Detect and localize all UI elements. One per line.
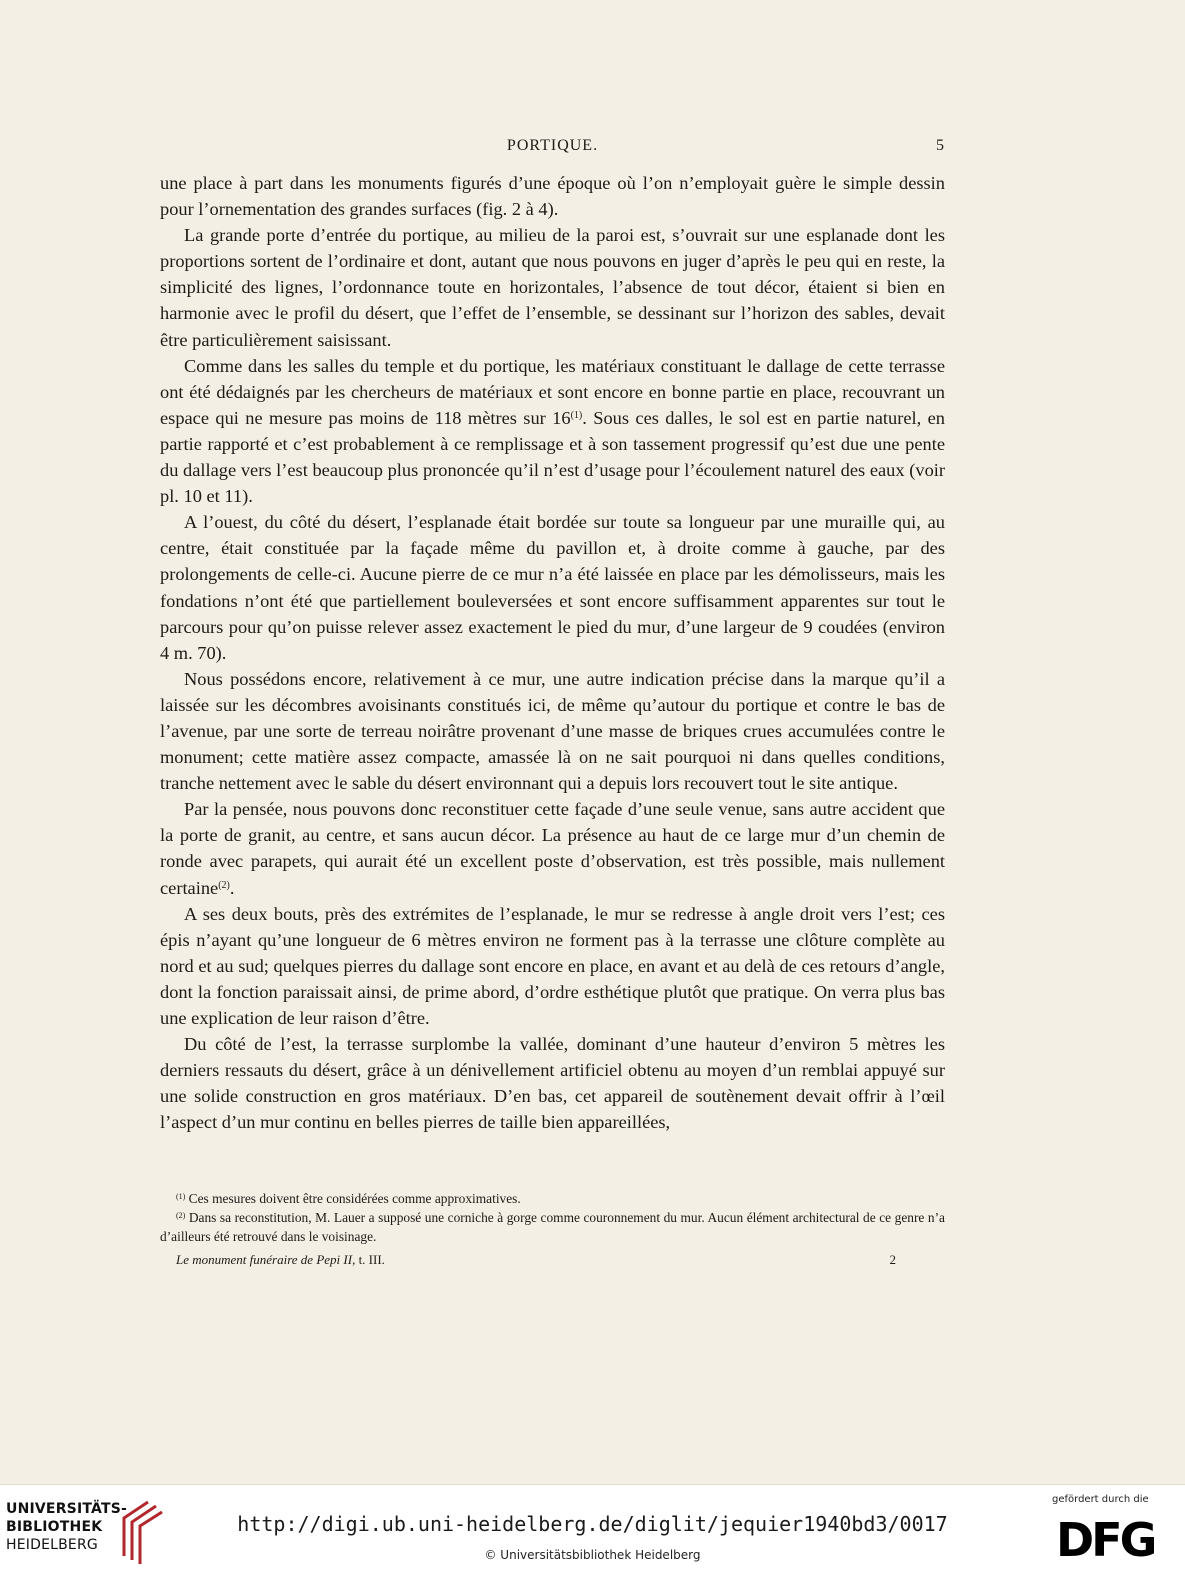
paragraph: La grande porte d’entrée du portique, au milieu de la paroi est, s’ouvrait sur une esplanade dont les proportions sortent de l’ordinaire et dont, autant que nous pouvons en juger d’après le peu qui en reste, la simplicité des lignes, l’ordonnance toute en horizontales, l’absence de tout décor, étaient si bien en harmonie avec le profil du désert, que l’effet de l’ensemble, se dessinant sur l’horizon des sables, devait être particulièrement saisissant. [160,225,945,350]
permalink-url[interactable]: http://digi.ub.uni-heidelberg.de/diglit/jequier1940bd3/0017 [237,1512,948,1536]
funded-by-label: gefördert durch die [1052,1494,1149,1505]
paragraph: une place à part dans les monuments figurés d’une époque où l’on n’employait guère le simple dessin pour l’ornementation des grandes surfaces (fig. 2 à 4). [160,173,945,220]
footnote-marker: (2) [176,1211,186,1220]
footnotes [160,1189,945,1246]
library-name-line3: HEIDELBERG [6,1537,98,1553]
signature-sheet-number: 2 [889,1252,896,1267]
paragraph: Du côté de l’est, la terrasse surplombe la vallée, dominant d’une hauteur d’environ 5 mètres les derniers ressauts du désert, grâce à un dénivellement artificiel obtenu au moyen d’un remblai appuyé sur une solide construction en gros matériaux. D’en bas, cet appareil de soutènement devait offrir à l’œil l’aspect d’un mur continu en belles pierres de taille bien appareillées, [160,1034,945,1133]
paragraph: A l’ouest, du côté du désert, l’esplanade était bordée sur toute sa longueur par une muraille qui, au centre, était constituée par la façade même du pavillon et, à droite comme à gauche, par des prolongements de celle-ci. Aucune pierre de ce mur n’a été laissée en place par les démolisseurs, mais les fondations n’ont été que partiellement bouleversées et sont encore suffisamment apparentes sur tout le parcours pour qu’on puisse relever assez exactement le pied du mur, d’une largeur de 9 coudées (environ 4 m. 70). [160,512,945,663]
paragraph [160,353,945,510]
signature-title: Le monument funéraire de Pepi II [176,1252,353,1267]
footnote-ref: (1) [570,409,583,421]
library-name-line2: BIBLIOTHEK [6,1519,103,1535]
running-header [160,137,945,159]
paragraph: A ses deux bouts, près des extrémites de l’esplanade, le mur se redresse à angle droit vers l’est; ces épis n’ayant qu’une longueur de 6 mètres environ ne forment pas à la terrasse une clôture complète au nord et au sud; quelques pierres du dallage sont encore en place, en avant et au delà de ces retours d’angle, dont la fonction paraissait ainsi, de prime abord, d’ordre esthétique plutôt que pratique. On verra plus bas une explication de leur raison d’être. [160,903,945,1028]
footnote [160,1189,945,1208]
library-name-line1: UNIVERSITÄTS- [6,1501,128,1517]
signature-volume: , t. III. [352,1252,385,1267]
paragraph-text: . Sous ces dalles, le sol est en partie naturel, en partie rapporté et c’est probablement à ce remplissage et à son tassement progressif qu’est due une pente du dallage vers l’est beaucoup plus prononcée qu’il n’est d’usage pour l’écoulement naturel des eaux (voir pl. 10 et 11). [160,407,945,507]
paragraph: Nous possédons encore, relativement à ce mur, une autre indication précise dans la marque qu’il a laissée sur les décombres avoisinants constitués ici, de même qu’autour du portique et contre le bas de l’avenue, par une sorte de terreau noirâtre provenant d’une masse de briques crues accumulées contre le monument; cette matière assez compacte, amassée là on ne sait pourquoi ni dans quelles conditions, tranche nettement avec le sable du désert environnant qui a depuis lors recouvert tout le site antique. [160,668,945,794]
footnote-marker: (1) [176,1192,186,1201]
page-number: 5 [936,137,945,154]
printer-signature [176,1252,896,1272]
footnote-ref: (2) [218,879,230,891]
body-text [160,170,945,1135]
running-title: PORTIQUE. [506,137,599,154]
footnote-text: Ces mesures doivent être considérées comme approximatives. [185,1191,521,1206]
paragraph-text: Comme dans les salles du temple et du portique, les matériaux constituant le dallage de cette terrasse ont été dédaignés par les chercheurs de matériaux et sont encore en bonne partie en place, recouvrant un espace qui ne mesure pas moins de 118 mètres sur 16 [160,355,945,428]
paragraph-text: Par la pensée, nous pouvons donc reconstituer cette façade d’une seule venue, sans autre accident que la porte de granit, au centre, et sans aucun décor. La présence au haut de ce large mur d’un chemin de ronde avec parapets, qui aurait été un excellent poste d’observation, est très possible, mais nullement certaine [160,799,945,898]
paragraph-text: . [229,877,235,898]
footnote-text: Dans sa reconstitution, M. Lauer a supposé une corniche à gorge comme couronnement du mur. Aucun élément architectural de ce genre n’a d’ailleurs été retrouvé dans le voisinage. [160,1210,945,1244]
copyright-notice: © Universitätsbibliothek Heidelberg [484,1548,701,1562]
paragraph [160,796,945,900]
dfg-logo-icon[interactable]: DFG [1056,1513,1155,1567]
footnote [160,1208,945,1246]
